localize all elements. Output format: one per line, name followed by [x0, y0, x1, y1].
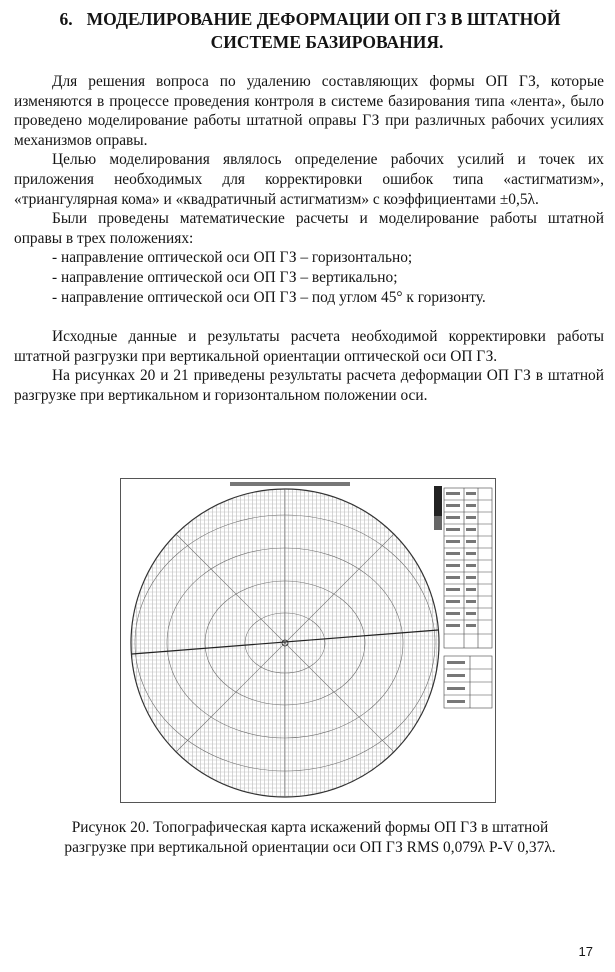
paragraph-4: Исходные данные и результаты расчета необходимой корректировки работы штатной разгрузки при вертикальной ориентации оптической оси ОП ГЗ.: [14, 328, 604, 365]
caption-line1: Рисунок 20. Топографическая карта искажений формы ОП ГЗ в штатной: [71, 819, 549, 836]
section-title-line1: МОДЕЛИРОВАНИЕ ДЕФОРМАЦИИ ОП ГЗ В ШТАТНОЙ: [86, 9, 561, 29]
caption-line2: разгрузке при вертикальной ориентации оси ОП ГЗ RMS 0,079λ P-V 0,37λ.: [64, 839, 556, 856]
list-item: - направление оптической оси ОП ГЗ – горизонтально;: [52, 249, 413, 267]
section-heading: [14, 8, 606, 54]
paragraph-2: Целью моделирования являлось определение рабочих усилий и точек их приложения необходимых для корректировки ошибок типа «астигматизм», «триангулярная кома» и «квадратичный астигматизм» с коэффициентами ±0,5λ.: [14, 151, 604, 208]
section-number: 6.: [59, 9, 73, 29]
paragraph-5: На рисунках 20 и 21 приведены результаты расчета деформации ОП ГЗ в штатной разгрузке при вертикальном и горизонтальном положении оси.: [14, 367, 604, 404]
deformation-disc: [131, 488, 439, 798]
map-title: [230, 482, 350, 486]
list-item: - направление оптической оси ОП ГЗ – под углом 45° к горизонту.: [52, 288, 486, 306]
topographic-map-image: [120, 478, 496, 803]
color-scale: [434, 486, 442, 530]
list-item: - направление оптической оси ОП ГЗ – вертикально;: [52, 268, 398, 286]
paragraph-3: Были проведены математические расчеты и моделирование работы штатной оправы в трех положениях:: [14, 210, 604, 247]
body-text: [14, 72, 604, 406]
page-number: 17: [578, 944, 593, 959]
paragraph-1: Для решения вопроса по удалению составляющих формы ОП ГЗ, которые изменяются в процессе проведения контроля в системе базирования типа «лента», было проведено моделирование работы штатной оправы ГЗ при различных рабочих усилиях механизмов оправы.: [14, 73, 604, 149]
figure-caption: [20, 818, 600, 858]
section-title-line2: СИСТЕМЕ БАЗИРОВАНИЯ.: [210, 32, 444, 52]
topographic-map-figure: [120, 478, 496, 803]
